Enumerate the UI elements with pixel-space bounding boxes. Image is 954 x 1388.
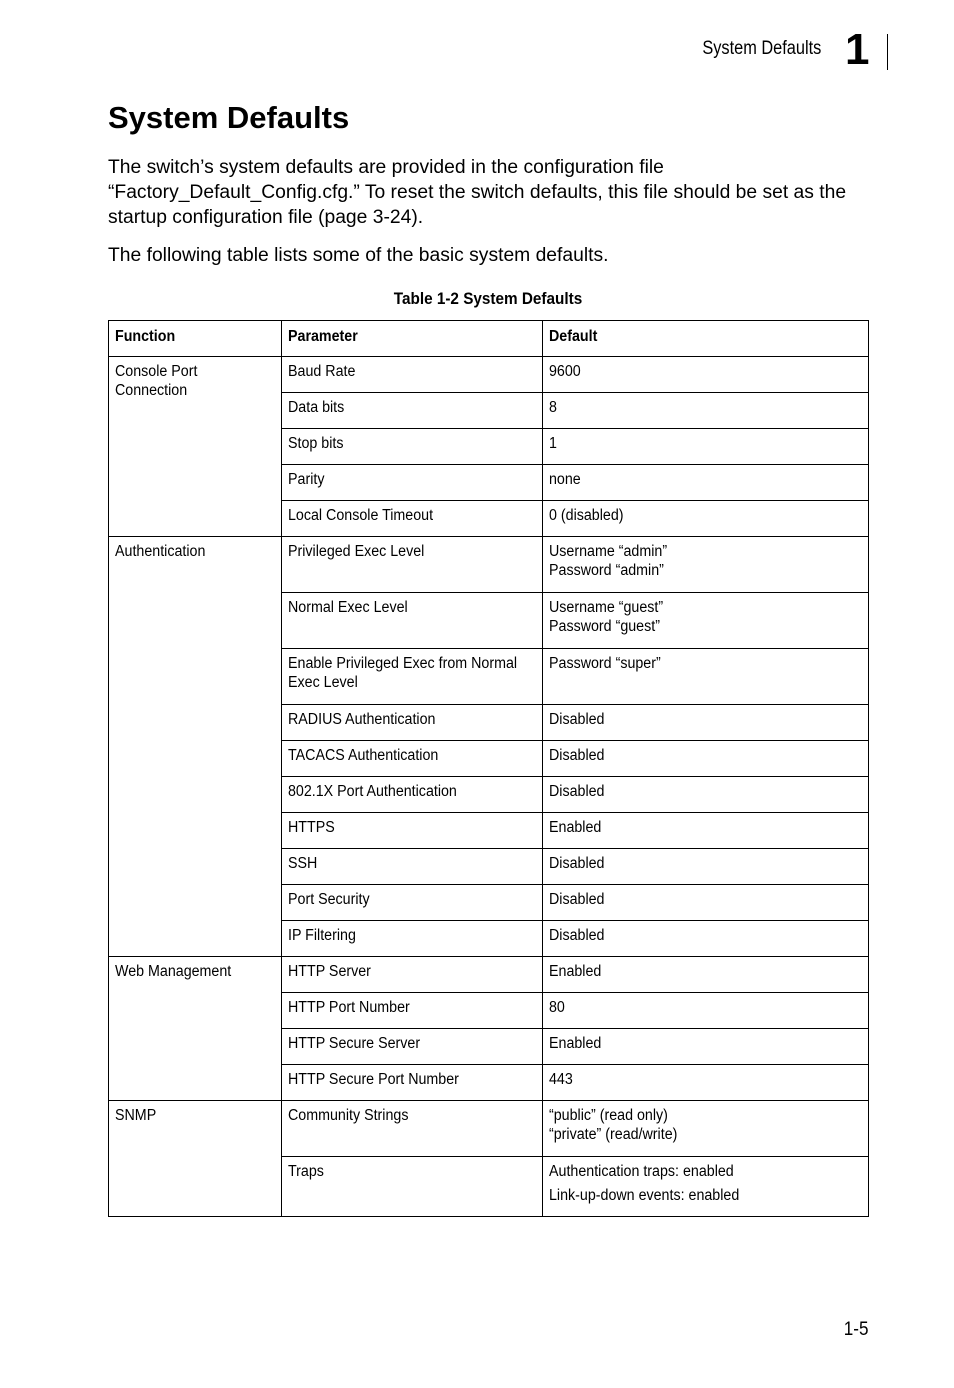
- default-cell: Enabled: [543, 813, 869, 849]
- default-cell: Disabled: [543, 885, 869, 921]
- default-cell: 8: [543, 393, 869, 429]
- parameter-cell: Stop bits: [282, 429, 543, 465]
- default-cell: Username “guest” Password “guest”: [543, 593, 869, 649]
- function-cell: Authentication: [109, 537, 282, 957]
- default-cell: Authentication traps: enabled Link-up-down events: enabled: [543, 1157, 869, 1217]
- default-cell: Disabled: [543, 705, 869, 741]
- default-cell: 9600: [543, 357, 869, 393]
- parameter-cell: Community Strings: [282, 1101, 543, 1157]
- parameter-cell: Data bits: [282, 393, 543, 429]
- parameter-cell: HTTP Secure Server: [282, 1029, 543, 1065]
- parameter-cell: Traps: [282, 1157, 543, 1217]
- default-cell: Username “admin” Password “admin”: [543, 537, 869, 593]
- table-row: [109, 537, 869, 593]
- default-cell: 443: [543, 1065, 869, 1101]
- table-row: [109, 357, 869, 393]
- default-cell: 0 (disabled): [543, 501, 869, 537]
- parameter-cell: Privileged Exec Level: [282, 537, 543, 593]
- default-cell: 80: [543, 993, 869, 1029]
- system-defaults-table: [108, 320, 869, 1217]
- default-cell: none: [543, 465, 869, 501]
- default-cell: Disabled: [543, 741, 869, 777]
- default-cell: Password “super”: [543, 649, 869, 705]
- table-intro-paragraph: The following table lists some of the basic system defaults.: [108, 245, 609, 266]
- intro-paragraph: The switch’s system defaults are provided in the configuration file “Factory_Default_Config.cfg.” To reset the switch defaults, this file should be set as the startup configuration file (page 3-24).: [108, 157, 847, 228]
- parameter-cell: Baud Rate: [282, 357, 543, 393]
- table-row: [109, 957, 869, 993]
- default-cell: Disabled: [543, 777, 869, 813]
- parameter-cell: HTTP Secure Port Number: [282, 1065, 543, 1101]
- parameter-cell: 802.1X Port Authentication: [282, 777, 543, 813]
- parameter-cell: Parity: [282, 465, 543, 501]
- column-header-function: Function: [109, 321, 282, 357]
- parameter-cell: IP Filtering: [282, 921, 543, 957]
- chapter-number: 1: [845, 25, 870, 74]
- default-cell: Disabled: [543, 849, 869, 885]
- chapter-marker-rule: [887, 34, 888, 70]
- table-header-row: [109, 321, 869, 357]
- table-caption: Table 1-2 System Defaults: [393, 289, 583, 308]
- parameter-cell: Normal Exec Level: [282, 593, 543, 649]
- page-title: System Defaults: [108, 100, 350, 135]
- default-cell: 1: [543, 429, 869, 465]
- function-cell: Web Management: [109, 957, 282, 1101]
- page-number: 1-5: [843, 1319, 868, 1340]
- parameter-cell: RADIUS Authentication: [282, 705, 543, 741]
- table-row: [109, 1101, 869, 1157]
- parameter-cell: HTTP Port Number: [282, 993, 543, 1029]
- parameter-cell: Local Console Timeout: [282, 501, 543, 537]
- function-cell: Console Port Connection: [109, 357, 282, 537]
- column-header-default: Default: [543, 321, 869, 357]
- default-cell: Disabled: [543, 921, 869, 957]
- running-header-title: System Defaults: [702, 38, 821, 59]
- function-cell: SNMP: [109, 1101, 282, 1217]
- parameter-cell: HTTP Server: [282, 957, 543, 993]
- default-cell: “public” (read only) “private” (read/write): [543, 1101, 869, 1157]
- parameter-cell: Port Security: [282, 885, 543, 921]
- parameter-cell: TACACS Authentication: [282, 741, 543, 777]
- column-header-parameter: Parameter: [282, 321, 543, 357]
- parameter-cell: SSH: [282, 849, 543, 885]
- parameter-cell: Enable Privileged Exec from Normal Exec Level: [282, 649, 543, 705]
- default-cell: Enabled: [543, 1029, 869, 1065]
- default-cell: Enabled: [543, 957, 869, 993]
- parameter-cell: HTTPS: [282, 813, 543, 849]
